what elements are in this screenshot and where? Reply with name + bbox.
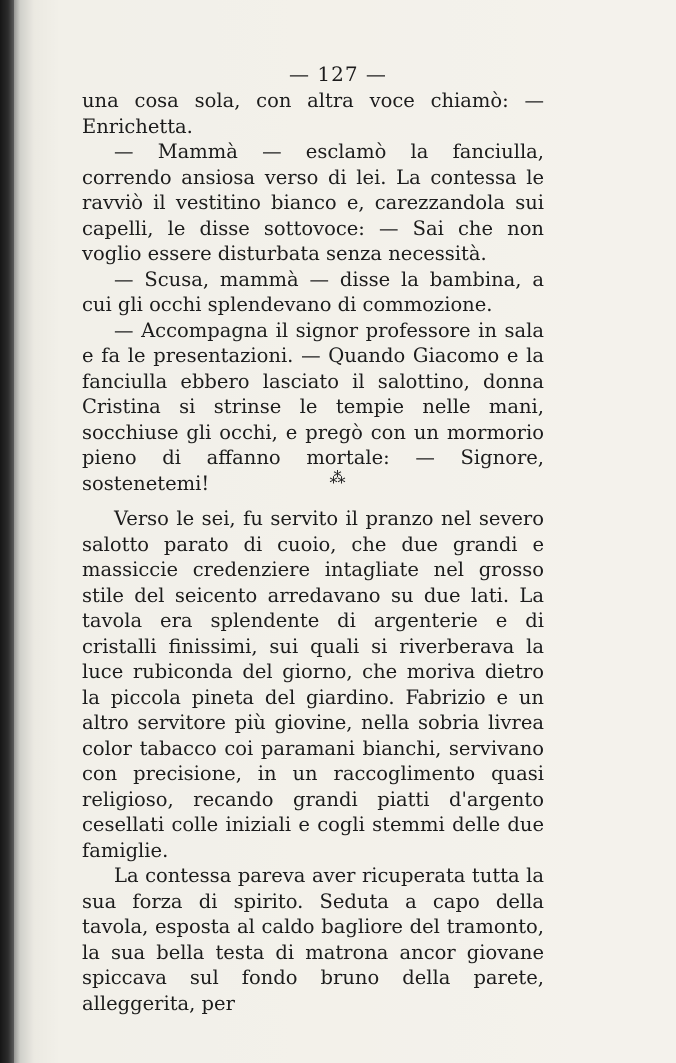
text-section-2 <box>82 506 544 1016</box>
page-binding-edge <box>0 0 14 1063</box>
paragraph: una cosa sola, con altra voce chiamò: — Enrichetta. <box>82 89 544 138</box>
page-number: — 127 — <box>289 62 387 86</box>
paragraph: Verso le sei, fu servito il pranzo nel severo salotto parato di cuoio, che due grandi e massiccie credenziere intagliate nel grosso stile del seicento arredavano su due lati. La tavola era splendente di argenterie e di cristalli finissimi, sui quali si riverberava la luce rubiconda del giorno, che moriva dietro la piccola pineta del giardino. Fabrizio e un altro servitore più giovine, nella sobria livrea color tabacco coi paramani bianchi, servivano con precisione, in un raccoglimento quasi religioso, recando grandi piatti d'argento cesellati colle iniziali e cogli stemmi delle due famiglie. <box>82 507 544 862</box>
text-section-1 <box>82 88 544 496</box>
paragraph: — Mammà — esclamò la fanciulla, correndo ansiosa verso di lei. La contessa le ravviò il vestitino bianco e, carezzandola sui capelli, le disse sottovoce: — Sai che non voglio essere disturbata senza necessità. <box>82 140 544 265</box>
paragraph: La contessa pareva aver ricuperata tutta la sua forza di spirito. Seduta a capo della tavola, esposta al caldo bagliore del tramonto, la sua bella testa di matrona ancor giovane spiccava sul fondo bruno della parete, alleggerita, per <box>82 864 544 1015</box>
section-separator-asterism: ⁂ <box>329 468 347 487</box>
paragraph: — Accompagna il signor professore in sala e fa le presentazioni. — Quando Giacomo e la fanciulla ebbero lasciato il salottino, donna Cristina si strinse le tempie nelle mani, socchiuse gli occhi, e pregò con un mormorio pieno di affanno mortale: — Signore, sostenetemi! <box>82 318 544 495</box>
paragraph: — Scusa, mammà — disse la bambina, a cui gli occhi splendevano di commozione. <box>82 267 544 316</box>
